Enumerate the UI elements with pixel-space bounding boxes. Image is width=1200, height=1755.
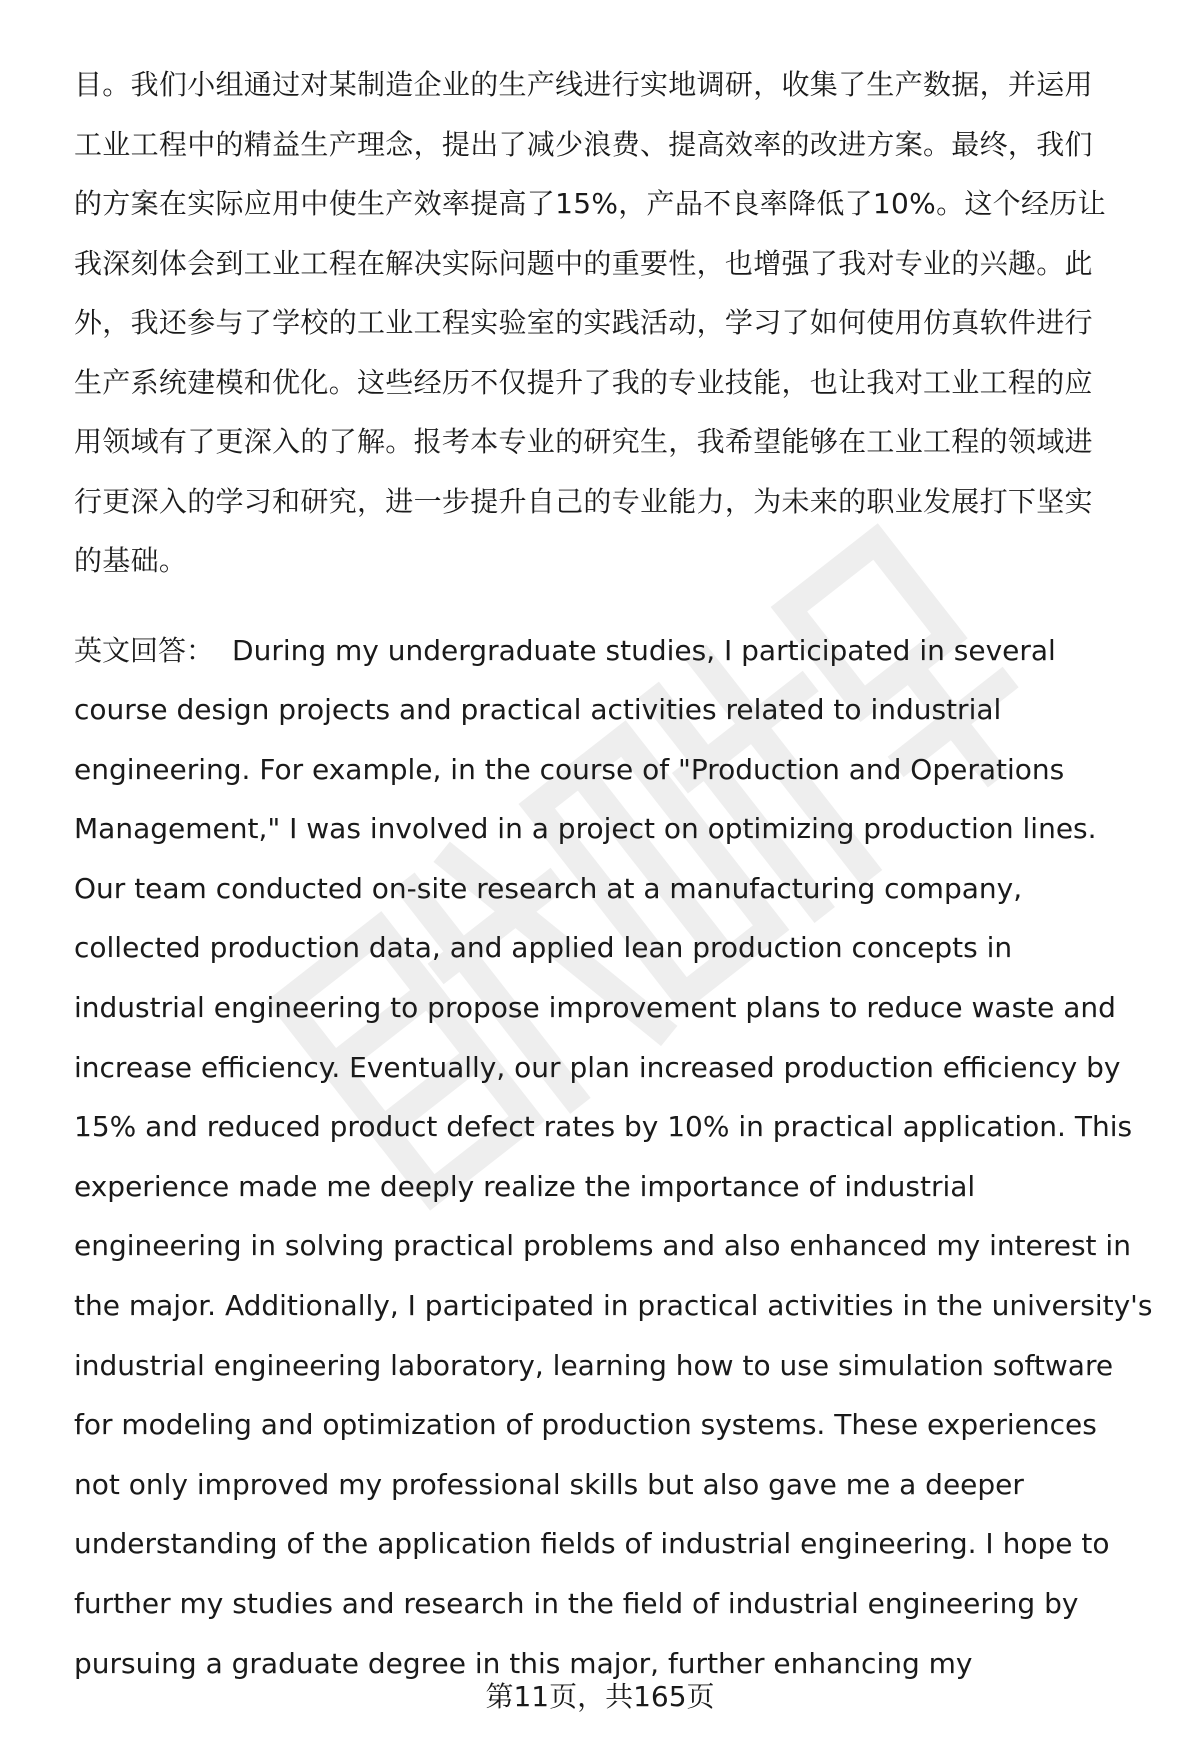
english-line: industrial engineering laboratory, learning how to use simulation software: [74, 1348, 1114, 1382]
chinese-paragraph: [74, 55, 1160, 591]
english-line: industrial engineering to propose improvement plans to reduce waste and: [74, 991, 1116, 1025]
english-line: further my studies and research in the field of industrial engineering by: [74, 1587, 1079, 1620]
chinese-line: 目。我们小组通过对某制造企业的生产线进行实地调研，收集了生产数据，并运用: [74, 68, 1093, 101]
english-line: 15% and reduced product defect rates by 10% in practical application. This: [74, 1110, 1133, 1144]
english-line: During my undergraduate studies, I participated in several: [232, 633, 1056, 667]
chinese-line: 外，我还参与了学校的工业工程实验室的实践活动，学习了如何使用仿真软件进行: [74, 306, 1093, 339]
chinese-line: 工业工程中的精益生产理念，提出了减少浪费、提高效率的改进方案。最终，我们: [74, 127, 1093, 161]
english-line: Our team conducted on-site research at a manufacturing company,: [74, 871, 1023, 905]
chinese-line: 我深刻体会到工业工程在解决实际问题中的重要性，也增强了我对专业的兴趣。此: [74, 246, 1093, 280]
english-line: pursuing a graduate degree in this major, further enhancing my: [74, 1646, 973, 1680]
english-line: for modeling and optimization of production systems. These experiences: [74, 1408, 1097, 1442]
english-line: experience made me deeply realize the importance of industrial: [74, 1169, 976, 1203]
english-line: not only improved my professional skills but also gave me a deeper: [74, 1467, 1024, 1501]
english-line: collected production data, and applied lean production concepts in: [74, 931, 1013, 965]
english-line: increase efficiency. Eventually, our plan increased production efficiency by: [74, 1050, 1121, 1084]
chinese-line: 生产系统建模和优化。这些经历不仅提升了我的专业技能，也让我对工业工程的应: [74, 365, 1093, 399]
content-area: [74, 55, 1160, 1693]
english-line: Management," I was involved in a project on optimizing production lines.: [74, 812, 1097, 846]
english-line: engineering. For example, in the course of "Production and Operations: [74, 752, 1065, 786]
english-line: the major. Additionally, I participated in practical activities in the university's: [74, 1289, 1153, 1323]
chinese-line: 用领域有了更深入的了解。报考本专业的研究生，我希望能够在工业工程的领域进: [74, 425, 1093, 458]
english-first-line: [74, 621, 1160, 681]
english-answer-label: 英文回答：: [74, 633, 215, 667]
page-number-footer: 第11页，共165页: [485, 1680, 715, 1713]
english-line: engineering in solving practical problems and also enhanced my interest in: [74, 1229, 1131, 1263]
chinese-line: 行更深入的学习和研究，进一步提升自己的专业能力，为未来的职业发展打下坚实: [74, 484, 1093, 518]
english-line: understanding of the application fields of industrial engineering. I hope to: [74, 1527, 1110, 1561]
english-answer: [74, 621, 1160, 1694]
english-line: course design projects and practical activities related to industrial: [74, 693, 1002, 727]
chinese-line: 的基础。: [74, 544, 188, 577]
chinese-line: 的方案在实际应用中使生产效率提高了15%，产品不良率降低了10%。这个经历让: [74, 187, 1106, 220]
